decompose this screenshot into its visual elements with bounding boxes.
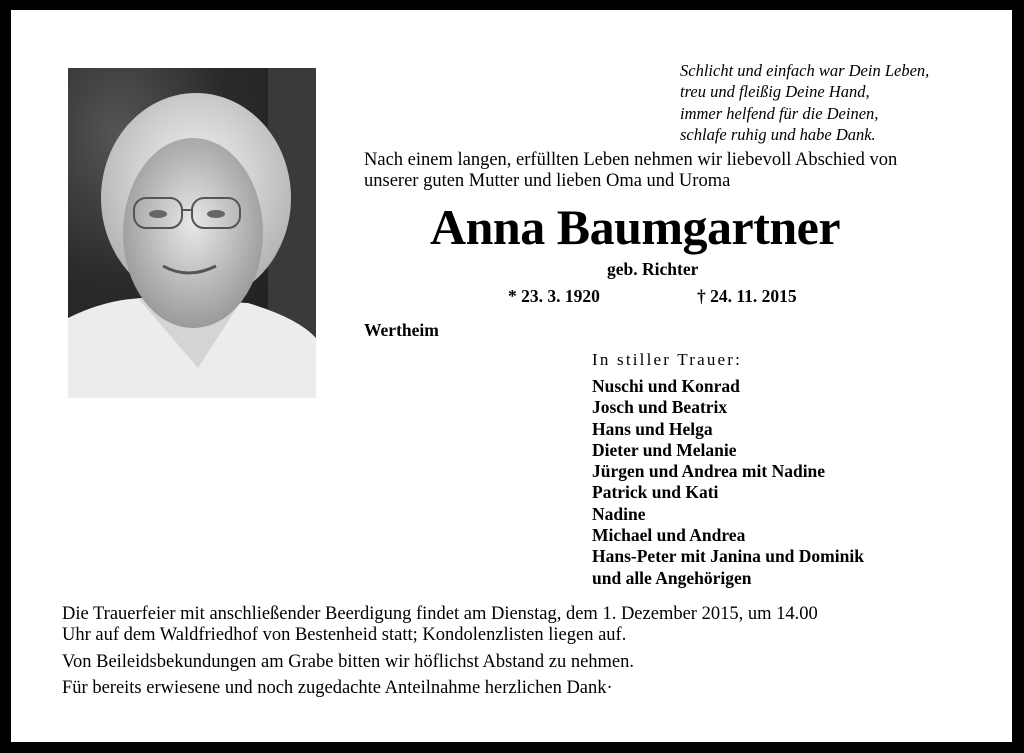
intro-line: Nach einem langen, erfüllten Leben nehmen wir liebevoll Abschied von <box>364 150 898 170</box>
mourner: Dieter und Melanie <box>592 439 737 460</box>
mourner: Patrick und Kati <box>592 482 719 503</box>
intro-line: unserer guten Mutter und lieben Oma und Uroma <box>364 171 731 191</box>
mourner: Hans und Helga <box>592 418 713 439</box>
deceased-name: Anna Baumgartner <box>430 199 841 255</box>
mourner: und alle Angehörigen <box>592 567 752 588</box>
mourner: Josch und Beatrix <box>592 397 728 418</box>
mourner: Nadine <box>592 503 646 524</box>
mourners-list <box>592 376 864 589</box>
poem-line: treu und fleißig Deine Hand, <box>680 82 870 102</box>
poem-line: Schlicht und einfach war Dein Leben, <box>680 61 930 80</box>
mourner: Jürgen und Andrea mit Nadine <box>592 461 826 482</box>
maiden-name: geb. Richter <box>607 259 699 279</box>
mourner: Hans-Peter mit Janina und Dominik <box>592 546 864 567</box>
mourner: Nuschi und Konrad <box>592 376 740 396</box>
poem-line: immer helfend für die Deinen, <box>680 103 879 123</box>
place: Wertheim <box>364 320 439 340</box>
condolence-note: Von Beileidsbekundungen am Grabe bitten wir höflichst Abstand zu nehmen. <box>62 652 635 672</box>
thanks-note: Für bereits erwiesene und noch zugedachte Anteilnahme herzlichen Dank· <box>62 678 613 698</box>
portrait-photo <box>68 68 316 398</box>
funeral-line: Die Trauerfeier mit anschließender Beerdigung findet am Dienstag, dem 1. Dezember 2015, um 14.00 <box>62 604 818 624</box>
intro-text <box>364 150 897 192</box>
poem <box>680 60 929 145</box>
poem-line: schlafe ruhig und habe Dank. <box>680 124 876 144</box>
funeral-line: Uhr auf dem Waldfriedhof von Bestenheid statt; Kondolenzlisten liegen auf. <box>62 625 627 645</box>
mourning-label: In stiller Trauer: <box>592 350 743 369</box>
death-date: † 24. 11. 2015 <box>697 286 797 306</box>
mourner: Michael und Andrea <box>592 525 746 546</box>
funeral-info <box>62 604 818 646</box>
portrait-image <box>68 68 316 398</box>
birth-date: * 23. 3. 1920 <box>508 286 600 306</box>
